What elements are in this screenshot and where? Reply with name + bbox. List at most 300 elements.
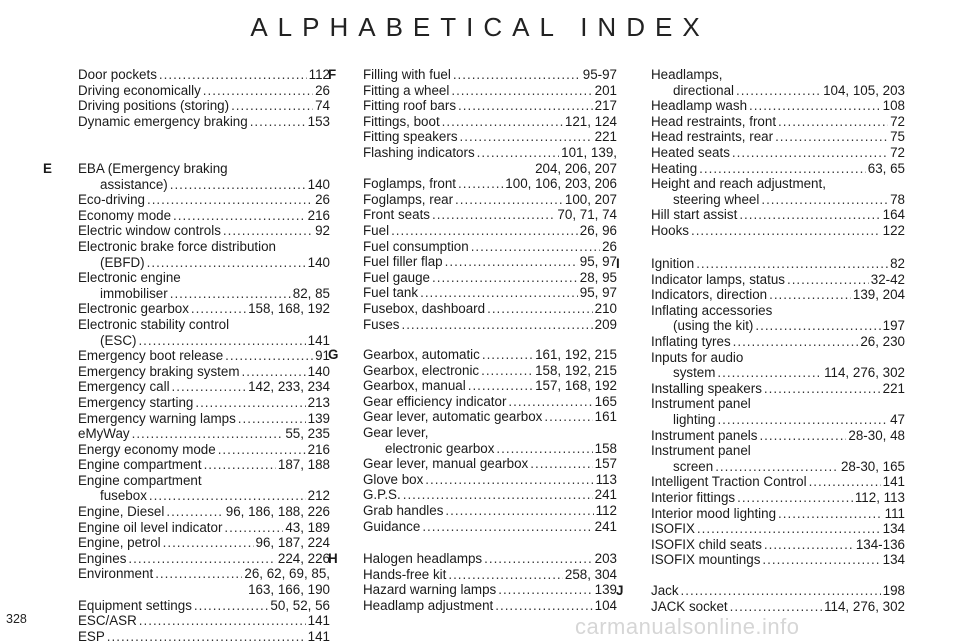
section-letter: F [328, 67, 337, 82]
entry-line [651, 223, 905, 239]
index-entry [363, 347, 617, 363]
dot-leader [401, 317, 592, 333]
entry-line [363, 503, 617, 519]
entry-pages: 28, 95 [579, 269, 617, 285]
entry-term: Engines [78, 550, 127, 566]
entry-pages: 141 [307, 613, 330, 629]
entry-pages: 112 [595, 502, 617, 518]
entry-term: Head restraints, front [651, 113, 777, 129]
entry-pages: 139 [307, 410, 330, 426]
entry-pages: 70, 71, 74 [557, 207, 617, 223]
entry-line [363, 67, 617, 83]
dot-leader [737, 490, 853, 506]
entry-line [363, 409, 617, 425]
entry-line [78, 395, 330, 411]
index-entry [363, 598, 617, 614]
index-entry [363, 301, 617, 317]
entry-line [78, 379, 330, 395]
entry-pages: 112, 113 [854, 489, 905, 505]
entry-term: Fitting speakers [363, 129, 458, 145]
dot-leader [733, 334, 859, 350]
dot-leader [238, 411, 306, 427]
entry-pages: 95, 97 [579, 285, 617, 301]
dot-leader [761, 192, 888, 208]
entry-term: ESC/ASR [78, 613, 137, 629]
entry-term: Flashing indicators [363, 144, 475, 160]
dot-leader [460, 129, 593, 145]
index-entry [78, 613, 330, 629]
index-entry [78, 426, 330, 442]
index-entry [651, 207, 905, 223]
entry-term: Eco-driving [78, 192, 145, 208]
dot-leader [172, 379, 247, 395]
entry-term: Inputs for audio [651, 349, 744, 365]
dot-leader [149, 488, 306, 504]
index-section [616, 256, 905, 568]
index-entry [78, 192, 330, 208]
dot-leader [544, 409, 592, 425]
entry-pages: 82 [890, 256, 905, 271]
entry-term: (ESC) [100, 332, 137, 348]
dot-leader [170, 177, 306, 193]
entry-line [78, 223, 330, 239]
entry-line [78, 551, 330, 567]
index-entry [651, 176, 905, 207]
entry-term: Foglamps, front [363, 176, 457, 192]
entry-pages: 140 [307, 363, 330, 379]
entry-term: Fuel consumption [363, 238, 469, 254]
entry-line [78, 566, 330, 582]
entry-pages: 104 [594, 597, 617, 613]
dot-leader [455, 192, 563, 208]
entry-term: Heated seats [651, 144, 730, 160]
entry-term: Fuel gauge [363, 269, 431, 285]
entry-pages: 258, 304 [564, 566, 617, 582]
entry-line [363, 83, 617, 99]
entry-term: Electronic engine [78, 270, 181, 286]
dot-leader [432, 270, 578, 286]
index-entry [651, 599, 905, 615]
entry-term: JACK socket [651, 598, 728, 614]
entry-pages: 96, 186, 188, 226 [225, 504, 330, 520]
section-letter: J [616, 583, 624, 598]
dot-leader [736, 83, 821, 99]
entry-pages: 26 [602, 238, 617, 254]
entry-pages: 104, 105, 203 [823, 82, 905, 98]
entry-line [651, 443, 905, 459]
entry-term: Grab handles [363, 502, 444, 518]
index-section [616, 583, 905, 614]
entry-term: Gearbox, electronic [363, 362, 480, 378]
entry-term: Headlamps, [651, 67, 723, 82]
entry-line [651, 396, 905, 412]
entry-line [78, 488, 330, 504]
entry-pages: 28-30, 48 [848, 427, 905, 443]
index-entry [651, 145, 905, 161]
entry-term: Emergency braking system [78, 363, 240, 379]
dot-leader [223, 223, 313, 239]
dot-leader [691, 223, 881, 239]
dot-leader [458, 98, 593, 114]
entry-pages: 198 [882, 583, 905, 598]
entry-term: Electronic gearbox [78, 301, 189, 317]
entry-pages: 134-136 [855, 536, 905, 552]
entry-pages: 50, 52, 56 [270, 597, 330, 613]
index-entry [651, 490, 905, 506]
dot-leader [495, 598, 592, 614]
index-entry [363, 223, 617, 239]
entry-pages: 78 [890, 191, 905, 207]
dot-leader [730, 599, 822, 615]
entry-line [651, 207, 905, 223]
index-entry [363, 207, 617, 223]
entry-term: Front seats [363, 207, 430, 223]
entry-pages: 158, 192, 215 [535, 362, 617, 378]
dot-leader [717, 365, 822, 381]
dot-leader [195, 395, 305, 411]
index-column-3 [616, 0, 905, 640]
entry-term: Fuel [363, 222, 390, 238]
dot-leader [128, 551, 275, 567]
entry-line [363, 456, 617, 472]
index-entry [78, 629, 330, 644]
entry-term: Fitting roof bars [363, 98, 457, 114]
index-entry [78, 411, 330, 427]
entry-line [651, 83, 905, 99]
index-section [328, 347, 617, 534]
index-entry [651, 583, 905, 599]
index-entry [78, 223, 330, 239]
entry-pages: 157 [594, 456, 617, 472]
entry-term: Inflating accessories [651, 302, 773, 318]
entry-term: Door pockets [78, 67, 157, 82]
dot-leader [477, 145, 559, 161]
dot-leader [778, 114, 888, 130]
entry-pages: 165 [594, 393, 617, 409]
dot-leader [468, 378, 533, 394]
dot-leader [471, 239, 600, 255]
entry-pages: 134 [882, 552, 905, 568]
dot-leader [250, 114, 306, 130]
entry-line [78, 192, 330, 208]
index-entry [78, 535, 330, 551]
entry-pages: 114, 276, 302 [824, 598, 905, 614]
entry-line [363, 394, 617, 410]
entry-pages: 140 [307, 254, 330, 270]
entry-line [78, 270, 330, 286]
dot-leader [445, 503, 593, 519]
entry-term: Driving economically [78, 82, 201, 98]
entry-term: Interior mood lighting [651, 505, 777, 521]
entry-line [78, 208, 330, 224]
dot-leader [432, 207, 555, 223]
dot-leader [425, 472, 593, 488]
index-entry [363, 83, 617, 99]
entry-pages: 28-30, 165 [840, 458, 905, 474]
index-entry [363, 456, 617, 472]
index-entry [78, 473, 330, 504]
index-entry [78, 239, 330, 270]
entry-term: Emergency warning lamps [78, 410, 236, 426]
entry-line [78, 317, 330, 333]
entry-pages: 139, 204 [852, 287, 905, 303]
entry-pages: 95-97 [582, 67, 617, 82]
entry-line [651, 583, 905, 599]
index-entry [363, 582, 617, 598]
entry-pages: 26 [315, 82, 330, 98]
page-number: 328 [6, 612, 27, 626]
index-entry [363, 567, 617, 583]
entry-term: Instrument panel [651, 396, 751, 412]
entry-pages: 158, 168, 192 [248, 301, 330, 317]
dot-leader [224, 520, 283, 536]
index-entry [78, 598, 330, 614]
index-entry [363, 363, 617, 379]
index-entry [363, 317, 617, 333]
index-entry [651, 443, 905, 474]
entry-term: Emergency boot release [78, 348, 224, 364]
index-entry [651, 98, 905, 114]
index-entry [78, 317, 330, 348]
entry-term: Hill start assist [651, 207, 738, 223]
index-entry [651, 334, 905, 350]
index-entry [78, 98, 330, 114]
entry-term: Driving positions (storing) [78, 98, 230, 114]
dot-leader [732, 145, 888, 161]
index-entry [363, 239, 617, 255]
dot-leader [163, 535, 254, 551]
entry-term: electronic gearbox [385, 440, 495, 456]
entry-pages: 216 [307, 441, 330, 457]
entry-line [651, 599, 905, 615]
entry-term: Engine compartment [78, 457, 202, 473]
index-entry [363, 129, 617, 145]
dot-leader [778, 506, 883, 522]
entry-line [78, 598, 330, 614]
entry-term: Filling with fuel [363, 67, 451, 82]
entry-line [651, 67, 905, 83]
entry-term: Fusebox, dashboard [363, 300, 486, 316]
entry-line [363, 114, 617, 130]
entry-term: Hooks [651, 222, 689, 238]
entry-pages: 241 [594, 487, 617, 503]
entry-term: Instrument panels [651, 427, 758, 443]
entry-term: Halogen headlamps [363, 551, 483, 566]
index-entries [363, 347, 617, 534]
entry-line [363, 239, 617, 255]
entry-pages: 95, 97 [579, 254, 617, 270]
entry-pages: 139 [594, 582, 617, 598]
index-entry [651, 161, 905, 177]
entry-line [78, 114, 330, 130]
entry-line [78, 239, 330, 255]
entry-term: (EBFD) [100, 254, 145, 270]
dot-leader [191, 301, 246, 317]
entry-pages: 216 [307, 207, 330, 223]
entry-pages: 141 [307, 628, 330, 644]
entry-line [363, 192, 617, 208]
entry-pages: 161 [594, 409, 617, 425]
index-section [633, 67, 905, 239]
entry-line [78, 504, 330, 520]
dot-leader [787, 272, 869, 288]
entry-line [363, 317, 617, 333]
entry-line [78, 520, 330, 536]
index-entry [651, 129, 905, 145]
index-entry [651, 506, 905, 522]
entry-term: fusebox [100, 488, 147, 504]
entry-pages: 112 [308, 67, 330, 82]
index-entries [363, 551, 617, 613]
entry-pages: 108 [882, 98, 905, 114]
entry-pages: 96, 187, 224 [255, 535, 330, 551]
entry-pages: 224, 226 [277, 550, 330, 566]
dot-leader [218, 442, 306, 458]
dot-leader [422, 519, 592, 535]
entry-pages: 111 [884, 505, 905, 521]
dot-leader [530, 456, 592, 472]
entry-line [78, 364, 330, 380]
dot-leader [508, 394, 592, 410]
dot-leader [445, 254, 578, 270]
dot-leader [451, 83, 592, 99]
entry-pages: 55, 235 [285, 426, 330, 442]
entry-term: Height and reach adjustment, [651, 176, 826, 192]
entry-line [78, 301, 330, 317]
dot-leader [173, 208, 306, 224]
entry-pages: 158 [594, 440, 617, 456]
entry-line [651, 552, 905, 568]
index-entry [651, 381, 905, 397]
dot-leader [764, 381, 881, 397]
entry-pages: 142, 233, 234 [248, 379, 330, 395]
entry-line [78, 286, 330, 302]
dot-leader [809, 474, 881, 490]
entry-line [78, 255, 330, 271]
entry-term: Hazard warning lamps [363, 582, 497, 598]
dot-leader [225, 348, 313, 364]
entry-pages: 121, 124 [564, 113, 617, 129]
index-entry [363, 254, 617, 270]
entry-line [78, 83, 330, 99]
index-entry [363, 145, 617, 176]
entry-pages: 122 [882, 222, 905, 238]
entry-pages: 26, 230 [860, 333, 905, 349]
entry-pages: 26, 62, 69, 85, [244, 566, 330, 582]
entry-term: Fuses [363, 316, 400, 332]
index-section [60, 67, 330, 129]
entry-pages: 72 [890, 113, 905, 129]
entry-pages: 101, 139, [561, 144, 617, 160]
entry-line [651, 318, 905, 334]
entry-line [651, 98, 905, 114]
index-entry [651, 303, 905, 334]
index-entries [651, 583, 905, 614]
index-entry [651, 350, 905, 381]
entry-pages: 26 [315, 192, 330, 208]
index-entry [78, 457, 330, 473]
dot-leader [139, 613, 306, 629]
dot-leader [484, 551, 593, 567]
index-entry [78, 395, 330, 411]
index-entry [363, 114, 617, 130]
entry-line [651, 537, 905, 553]
entry-pages: 100, 106, 203, 206 [505, 176, 617, 192]
entry-term: Heating [651, 160, 698, 176]
watermark: carmanualsonline.info [575, 614, 800, 639]
index-column-2 [328, 0, 617, 640]
index-entry [78, 67, 330, 83]
index-entry [78, 208, 330, 224]
entry-line [651, 412, 905, 428]
entry-term: Electronic stability control [78, 316, 230, 332]
index-entry [78, 114, 330, 130]
section-letter: E [43, 161, 52, 176]
dot-leader [769, 287, 851, 303]
entry-pages: 134 [882, 521, 905, 537]
entry-term: Gearbox, automatic [363, 347, 480, 362]
index-entry [363, 176, 617, 192]
entry-pages: 43, 189 [285, 519, 330, 535]
entry-term: Instrument panel [651, 443, 751, 459]
entry-term: ISOFIX mountings [651, 552, 761, 568]
dot-leader [697, 521, 881, 537]
entry-line [651, 161, 905, 177]
entry-term: Ignition [651, 256, 695, 271]
entry-line [78, 535, 330, 551]
entry-term: Environment [78, 566, 154, 582]
entry-term: EBA (Emergency braking [78, 161, 228, 176]
entry-pages: 113 [595, 471, 617, 487]
entry-pages: 63, 65 [867, 160, 905, 176]
entry-term: Engine, Diesel [78, 504, 165, 520]
entry-line [363, 567, 617, 583]
dot-leader [717, 412, 888, 428]
dot-leader [159, 67, 307, 83]
entry-term: Fuel filler flap [363, 254, 443, 270]
entry-term: Emergency starting [78, 394, 194, 410]
index-entry [78, 83, 330, 99]
section-letter: H [328, 551, 338, 566]
entry-line [363, 425, 617, 441]
entry-term: Headlamp adjustment [363, 597, 494, 613]
entry-line [78, 426, 330, 442]
index-entry [363, 551, 617, 567]
entry-pages: 241 [594, 518, 617, 534]
entry-term: assistance) [100, 176, 168, 192]
dot-leader [482, 347, 533, 363]
dot-leader [453, 67, 581, 83]
entry-line [78, 613, 330, 629]
entry-line [363, 551, 617, 567]
entry-pages: 201 [594, 82, 617, 98]
dot-leader [403, 487, 593, 503]
entry-term: Inflating tyres [651, 333, 731, 349]
index-entry [78, 520, 330, 536]
index-section [328, 67, 617, 332]
dot-leader [242, 364, 306, 380]
index-entry [651, 552, 905, 568]
entry-term: ISOFIX child seats [651, 536, 762, 552]
index-section [43, 161, 330, 644]
index-entry [363, 98, 617, 114]
entry-line [78, 457, 330, 473]
dot-leader [681, 583, 881, 599]
index-entry [651, 223, 905, 239]
entry-pages: 92 [315, 223, 330, 239]
index-entries [363, 67, 617, 332]
entry-term: Engine oil level indicator [78, 519, 223, 535]
